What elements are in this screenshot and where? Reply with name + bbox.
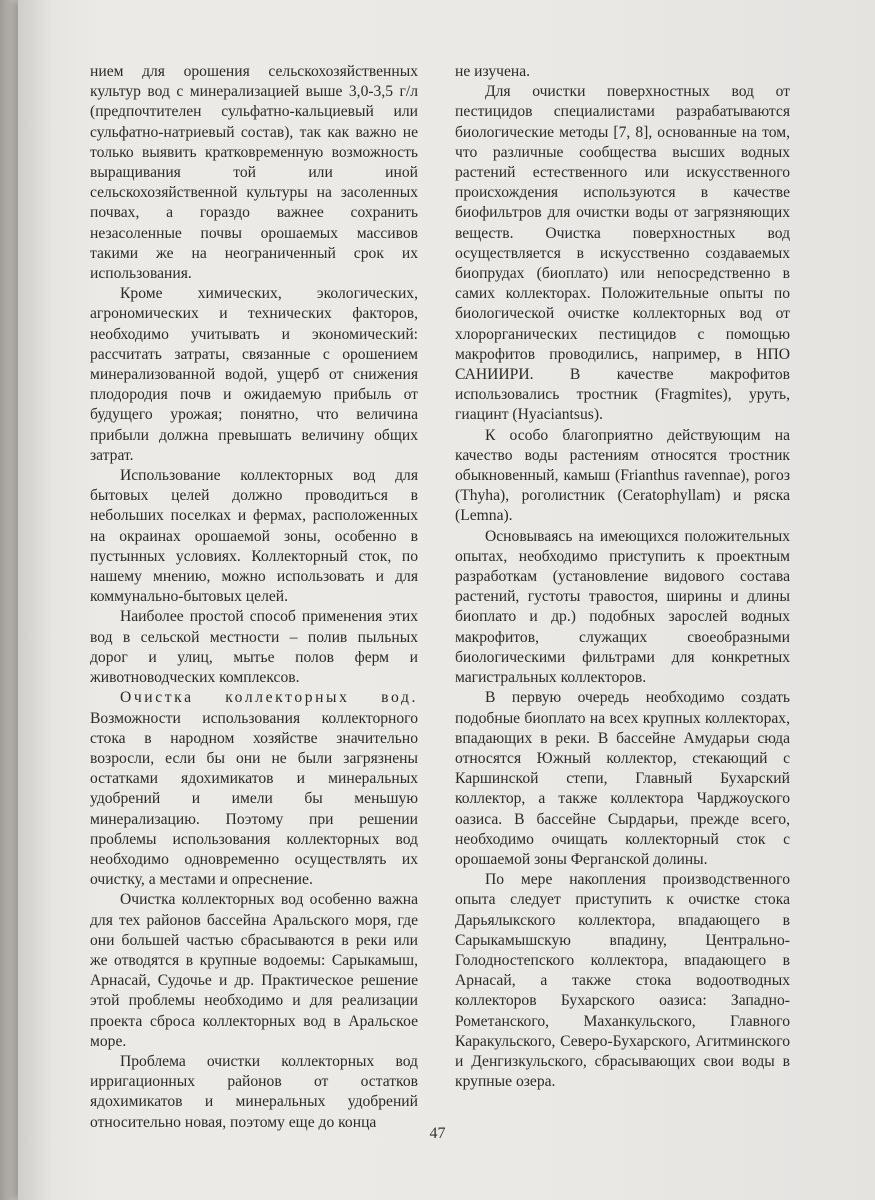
paragraph: К особо благоприятно действующим на качество воды растениям относятся тростник обыкновенный, камыш (Frianthus ravennae), рогоз (Thyha), роголистник (Ceratophyllam) и ряска (Lemna). [455,426,790,525]
paragraph: не изучена. [455,63,531,80]
paragraph: Проблема очистки коллекторных вод ирригационных районов от остатков ядохимикатов и минеральных удобрений относительно новая, поэтому еще до конца [90,1052,418,1131]
page-number: 47 [429,1125,446,1142]
section-text: Возможности использования коллекторного стока в народном хозяйстве значительно возросли, если бы они не были загрязнены остатками ядохимикатов и минеральных удобрений и имели бы меньшую минерализацию. Поэтому при решении проблемы использования коллекторных вод необходимо одновременно осуществлять их очистку, а местами и опреснение. [90,709,418,889]
paragraph: Основываясь на имеющихся положительных опытах, необходимо приступить к проектным разработкам (установление видового состава растений, густоты травостоя, ширины и длины биоплато и др.) подобных зарослей водных макрофитов, служащих своеобразными биологическими фильтрами для конкретных магистральных коллекторов. [455,527,790,687]
section-heading: Очистка коллекторных вод. [120,689,418,707]
paragraph: Очистка коллекторных вод особенно важна для тех районов бассейна Аральского моря, где они большей частью сбрасываются в реки или же отводятся в крупные водоемы: Сарыкамыш, Арнасай, Судочье и др. Практическое решение этой проблемы необходимо и для реализации проекта сброса коллекторных вод в Аральское море. [90,891,418,1050]
paragraph: В первую очередь необходимо создать подобные биоплато на всех крупных коллекторах, впадающих в реки. В бассейне Амударьи сюда относятся Южный коллектор, стекающий с Каршинской степи, Главный Бухарский коллектор, а также коллектора Чарджоуского оазиса. В бассейне Сырдарьи, прежде всего, необходимо очищать коллекторный сток с орошаемой зоны Ферганской долины. [455,689,790,868]
paragraph: По мере накопления производственного опыта следует приступить к очистке стока Дарьялыкского коллектора, впадающего в Сарыкамышскую впадину, Центрально-Голодностепского коллектора, впадающего в Арнасай, а также стока водоотводных коллекторов Бухарского оазиса: Западно-Рометанского, Маханкульского, Главного Каракульского, Северо-Бухарского, Агитминского и Денгизкульского, сбрасывающих свои воды в крупные озера. [455,871,790,1091]
paragraph: Наиболее простой способ применения этих вод в сельской местности – полив пыльных дорог и улиц, мытье полов ферм и животноводческих комплексов. [90,608,418,687]
paragraph: Кроме химических, экологических, агрономических и технических факторов, необходимо учитывать и экономический: рассчитать затраты, связанные с орошением минерализованной водой, ущерб от снижения плодородия почв и ожидаемую прибыль от будущего урожая; понятно, что величина прибыли должна превышать величину общих затрат. [90,285,418,464]
paragraph: Использование коллекторных вод для бытовых целей должно проводиться в небольших поселках и фермах, расположенных на окраинах орошаемой зоны, особенно в пустынных условиях. Коллекторный сток, по нашему мнению, можно использовать и для коммунально-бытовых целей. [90,467,418,606]
right-column [455,62,790,1092]
left-column [90,62,418,1133]
paragraph: Для очистки поверхностных вод от пестицидов специалистами разрабатываются биологические методы [7, 8], основанные на том, что различные сообщества высших водных растений естественного или искусственного происхождения используются в качестве биофильтров для очистки воды от загрязняющих веществ. Очистка поверхностных вод осуществляется в искусственно создаваемых биопрудах (биоплато) или непосредственно в самих коллекторах. Положительные опыты по биологической очистке коллекторных вод от хлорорганических пестицидов с помощью макрофитов проводились, например, в НПО САНИИРИ. В качестве макрофитов использовались тростник (Fragmites), уруть, гиацинт (Hyaciantsus). [455,83,790,424]
paragraph: нием для орошения сельскохозяйственных культур вод с минерализацией выше 3,0-3,5 г/л (предпочтителен сульфатно-кальциевый или сульфатно-натриевый состав), так как важно не только выявить кратковременную возможность выращивания той или иной сельскохозяйственной культуры на засоленных почвах, а гораздо важнее сохранить незасоленные почвы орошаемых массивов такими же на неограниченный срок их использования. [90,63,418,283]
book-spine-shadow [0,0,18,1200]
paragraph-section [90,688,418,890]
